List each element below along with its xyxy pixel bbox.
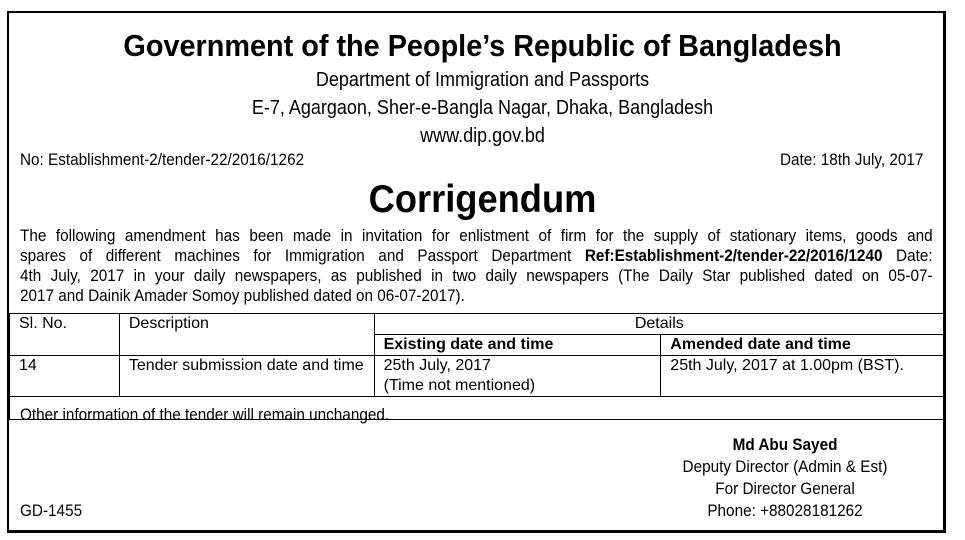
government-heading: Government of the People’s Republic of Bangladesh <box>123 28 842 63</box>
signatory-for: For Director General <box>715 479 855 498</box>
header-existing: Existing date and time <box>374 335 661 356</box>
department-address: E-7, Agargaon, Sher-e-Bangla Nagar, Dhaka, Bangladesh <box>251 97 714 119</box>
existing-date: 25th July, 2017 <box>383 357 491 374</box>
paragraph-text: spares of different machines for Immigration and Passport Department <box>20 246 585 265</box>
cell-sl: 14 <box>10 356 120 397</box>
page-title: Corrigendum <box>368 178 597 221</box>
paragraph-line: 2017 and Dainik Amader Somoy published dated on 06-07-2017). <box>20 286 465 305</box>
paragraph-line: 4th July, 2017 in your daily newspapers, as published in two daily newspapers (The Daily Star published dated on 05-07- <box>20 266 933 285</box>
department-website: www.dip.gov.bd <box>420 125 545 147</box>
table-row <box>10 356 945 397</box>
unchanged-note: Other information of the tender will remain unchanged. <box>20 405 390 424</box>
cell-amended: 25th July, 2017 at 1.00pm (BST). <box>661 356 945 397</box>
header-details: Details <box>374 314 944 335</box>
paragraph-line: The following amendment has been made in invitation for enlistment of firm for the supply of stationary items, goods and <box>20 226 933 245</box>
department-name: Department of Immigration and Passports <box>315 69 650 91</box>
header-sl-no: Sl. No. <box>10 314 120 356</box>
signatory-phone: Phone: +88028181262 <box>707 501 863 520</box>
existing-time-note: (Time not mentioned) <box>383 377 536 394</box>
gd-number: GD-1455 <box>20 501 83 520</box>
header-amended: Amended date and time <box>661 335 945 356</box>
amendment-table <box>9 313 945 420</box>
paragraph-text: Date: <box>882 246 933 265</box>
header-description: Description <box>119 314 374 356</box>
signatory-designation: Deputy Director (Admin & Est) <box>682 457 888 476</box>
reference-number: No: Establishment-2/tender-22/2016/1262 <box>20 150 305 169</box>
signatory-name: Md Abu Sayed <box>732 435 838 454</box>
paragraph-line <box>20 246 933 266</box>
tender-reference: Ref:Establishment-2/tender-22/2016/1240 <box>584 246 883 265</box>
table-header-row <box>10 314 945 335</box>
amendment-paragraph <box>20 226 933 306</box>
cell-description: Tender submission date and time <box>119 356 374 397</box>
cell-existing <box>374 356 661 397</box>
notice-date: Date: 18th July, 2017 <box>779 150 923 169</box>
